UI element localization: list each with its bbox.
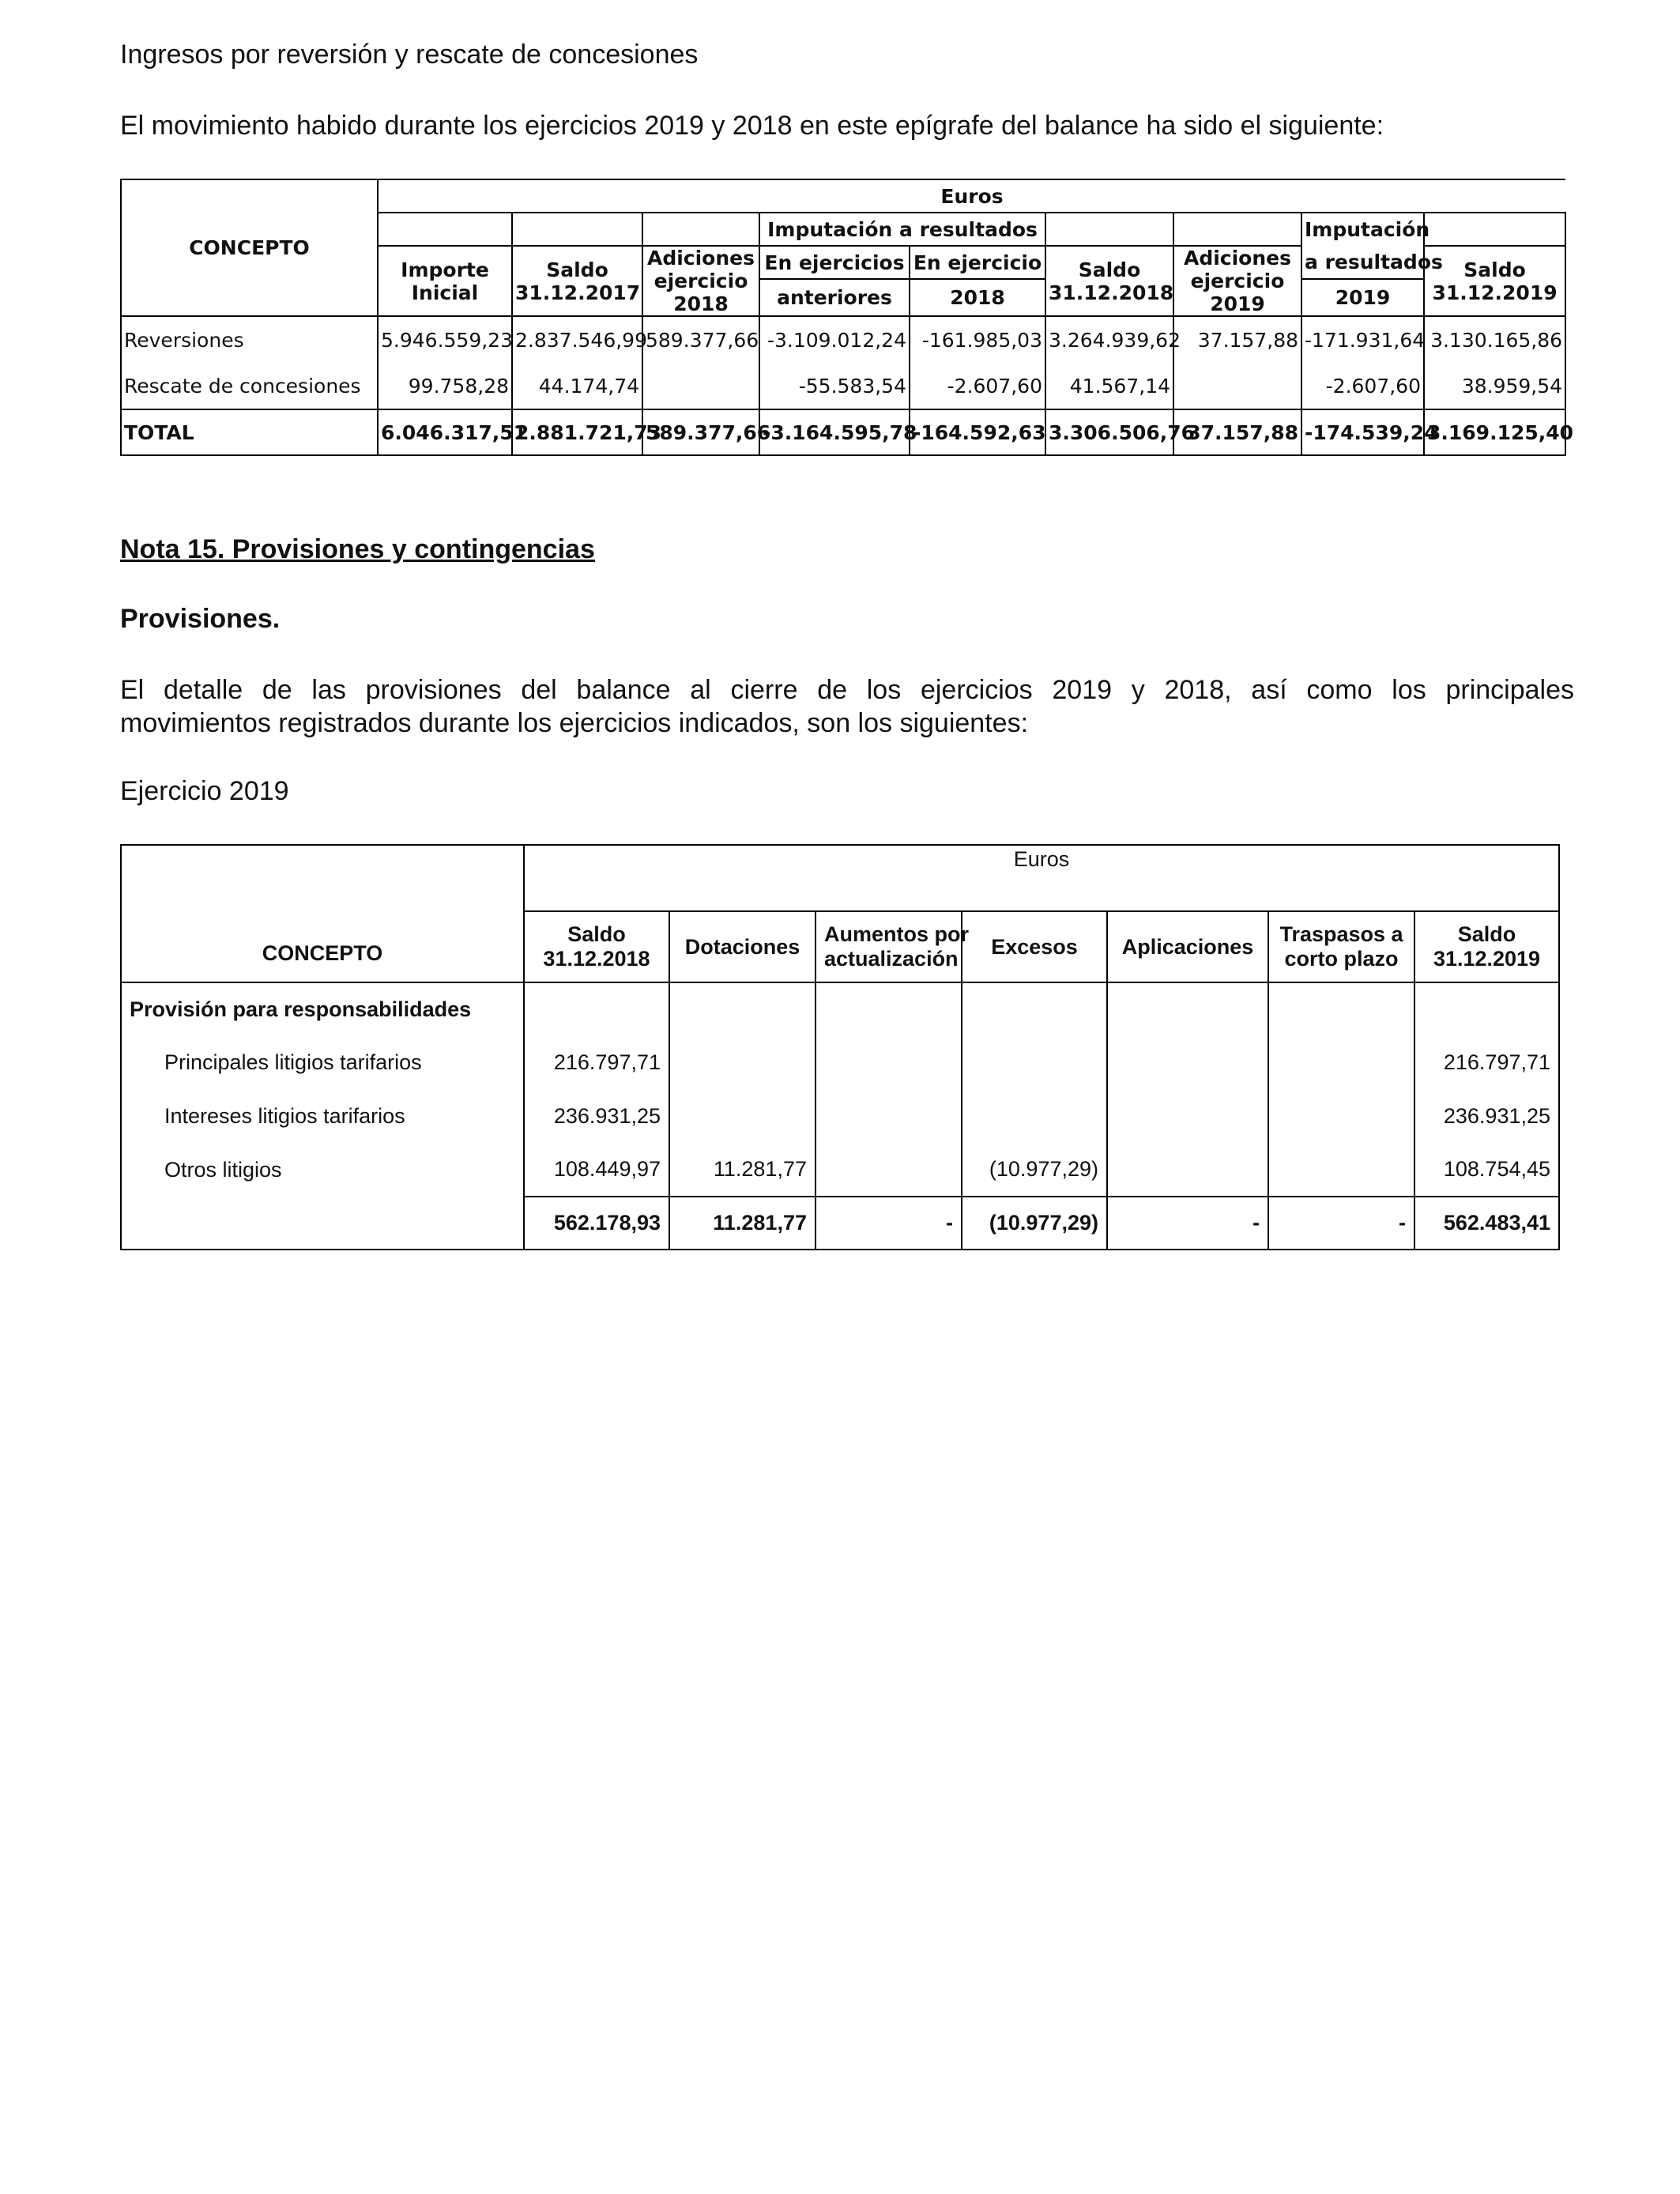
- reversiones-table: [120, 179, 1574, 456]
- group-row: Provisión para responsabilidades: [121, 982, 1559, 1035]
- section-heading-ingresos: Ingresos por reversión y rescate de concesiones: [120, 40, 699, 70]
- saldo-2019-header: Saldo 31.12.2019: [1414, 911, 1559, 982]
- table-row: Reversiones 5.946.559,23 2.837.546,99 589.377,66 -3.109.012,24 -161.985,03 3.264.939,62 37.157,88 -171.931,64 3.130.165,86: [121, 316, 1565, 363]
- table-row: Principales litigios tarifarios 216.797,71 216.797,71: [121, 1035, 1559, 1089]
- saldo-2018-header: Saldo 31.12.2018: [524, 911, 669, 982]
- imputacion-2019-line1: Imputación: [1301, 213, 1424, 246]
- total-row: 562.178,93 11.281,77 - (10.977,29) - - 562.483,41: [121, 1197, 1559, 1250]
- total-row: TOTAL 6.046.317,51 2.881.721,73 589.377,66 -3.164.595,78 -164.592,63 3.306.506,76 37.157,88 -174.539,24 3.169.125,40: [121, 409, 1565, 455]
- aumentos-header: Aumentos por actualización: [816, 911, 962, 982]
- ejercicios-anteriores-header-top: En ejercicios: [759, 246, 910, 279]
- intro-paragraph: El movimiento habido durante los ejercicios 2019 y 2018 en este epígrafe del balance ha sido el siguiente:: [120, 111, 1384, 141]
- provisiones-title: Provisiones.: [120, 604, 281, 634]
- traspasos-header: Traspasos a corto plazo: [1268, 911, 1414, 982]
- adiciones-2019-header: Adiciones ejercicio 2019: [1173, 246, 1301, 316]
- imput-2019-year-header: 2019: [1301, 279, 1424, 316]
- ejercicios-anteriores-header-bottom: anteriores: [759, 279, 910, 316]
- table-row: Otros litigios 108.449,97 11.281,77 (10.977,29) 108.754,45: [121, 1143, 1559, 1197]
- ejercicio-2018-header-top: En ejercicio: [910, 246, 1045, 279]
- saldo-2018-header: Saldo 31.12.2018: [1045, 246, 1173, 316]
- saldo-2019-header: Saldo 31.12.2019: [1424, 246, 1565, 316]
- euros-header: Euros: [378, 179, 1565, 213]
- imputacion-2019-line2: a resultados: [1301, 246, 1424, 279]
- concepto-header: CONCEPTO: [121, 179, 378, 316]
- saldo-2017-header: Saldo 31.12.2017: [512, 246, 642, 316]
- detalle-paragraph-line1: El detalle de las provisiones del balance al cierre de los ejercicios 2019 y 2018, así como los principales: [120, 675, 1574, 705]
- dotaciones-header: Dotaciones: [669, 911, 816, 982]
- ejercicio-label: Ejercicio 2019: [120, 776, 289, 806]
- table-row: Intereses litigios tarifarios 236.931,25 236.931,25: [121, 1089, 1559, 1143]
- importe-inicial-header: Importe Inicial: [378, 246, 512, 316]
- table-row: Rescate de concesiones 99.758,28 44.174,74 -55.583,54 -2.607,60 41.567,14 -2.607,60 38.959,54: [121, 363, 1565, 409]
- aplicaciones-header: Aplicaciones: [1107, 911, 1268, 982]
- imputacion-group-header: Imputación a resultados: [759, 213, 1045, 246]
- ejercicio-2018-header-bottom: 2018: [910, 279, 1045, 316]
- concepto-header: CONCEPTO: [121, 845, 524, 982]
- nota-15-title: Nota 15. Provisiones y contingencias: [120, 534, 595, 564]
- excesos-header: Excesos: [962, 911, 1107, 982]
- provisiones-table: [120, 844, 1560, 1250]
- detalle-paragraph-line2: movimientos registrados durante los ejercicios indicados, son los siguientes:: [120, 708, 1029, 738]
- euros-header: Euros: [524, 845, 1559, 911]
- adiciones-2018-header: Adiciones ejercicio 2018: [642, 246, 759, 316]
